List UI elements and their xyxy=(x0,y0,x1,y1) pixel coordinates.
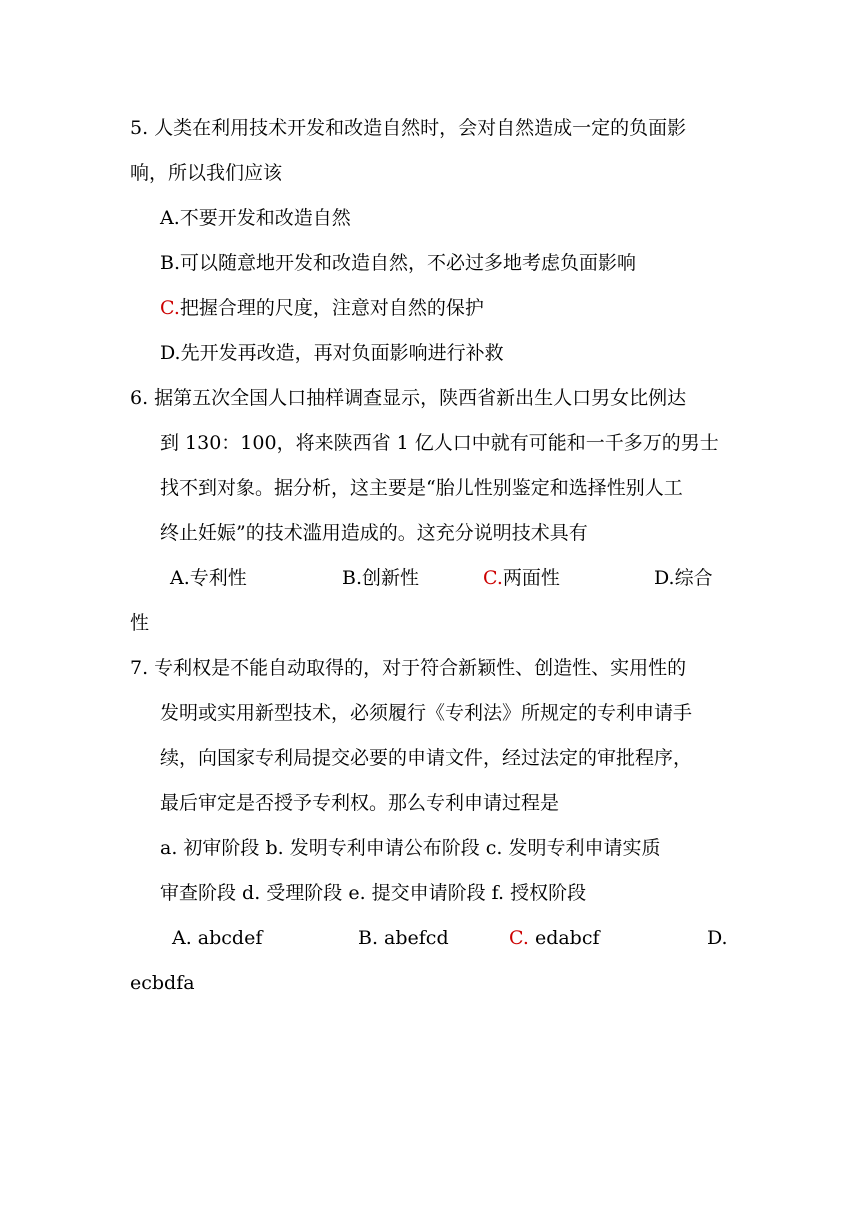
q5-option-a: A.不要开发和改造自然 xyxy=(160,207,351,229)
q7-option-c-letter: C. xyxy=(509,927,529,949)
q7-option-b: B. abefcd xyxy=(358,927,449,949)
q6-option-c-letter: C. xyxy=(483,567,503,589)
q7-option-d: D. xyxy=(707,927,728,949)
q7-option-c-text: edabcf xyxy=(528,927,600,949)
q5-option-c xyxy=(160,296,484,320)
q6-stem-line-2: 到 130：100，将来陕西省 1 亿人口中就有可能和一千多万的男士 xyxy=(160,432,719,454)
q7-stem-line-1: 7. 专利权是不能自动取得的，对于符合新颖性、创造性、实用性的 xyxy=(130,657,687,679)
q6-option-d-wrap: 性 xyxy=(130,612,150,634)
q5-stem-line-2: 响，所以我们应该 xyxy=(130,162,283,184)
q7-stem-line-3: 续，向国家专利局提交必要的申请文件，经过法定的审批程序， xyxy=(160,747,693,769)
q5-option-b: B.可以随意地开发和改造自然，不必过多地考虑负面影响 xyxy=(160,252,637,274)
q7-options-row xyxy=(0,926,860,950)
q7-option-c xyxy=(509,926,600,950)
q6-option-a: A.专利性 xyxy=(170,567,247,589)
q7-stages-line-2: 审查阶段 d. 受理阶段 e. 提交申请阶段 f. 授权阶段 xyxy=(160,882,587,904)
q7-stages-line-1: a. 初审阶段 b. 发明专利申请公布阶段 c. 发明专利申请实质 xyxy=(160,837,661,859)
q7-stem-line-2: 发明或实用新型技术，必须履行《专利法》所规定的专利申请手 xyxy=(160,702,693,724)
q6-option-b: B.创新性 xyxy=(342,567,420,589)
q6-option-d: D.综合 xyxy=(654,567,713,589)
q6-stem-line-3: 找不到对象。据分析，这主要是“胎儿性别鉴定和选择性别人工 xyxy=(160,477,683,499)
q5-option-c-letter: C. xyxy=(160,297,180,319)
q5-stem-line-1: 5. 人类在利用技术开发和改造自然时，会对自然造成一定的负面影 xyxy=(130,117,687,139)
q7-stem-line-4: 最后审定是否授予专利权。那么专利申请过程是 xyxy=(160,792,560,814)
q6-option-c-text: 两面性 xyxy=(502,567,560,589)
q7-option-a: A. abcdef xyxy=(172,927,263,949)
q5-option-c-text: 把握合理的尺度，注意对自然的保护 xyxy=(179,297,484,319)
q6-stem-line-1: 6. 据第五次全国人口抽样调查显示，陕西省新出生人口男女比例达 xyxy=(130,387,687,409)
q6-option-c xyxy=(483,566,560,590)
q6-options-row xyxy=(0,566,860,590)
q6-stem-line-4: 终止妊娠”的技术滥用造成的。这充分说明技术具有 xyxy=(160,522,588,544)
q7-option-d-wrap: ecbdfa xyxy=(130,972,195,994)
q5-option-d: D.先开发再改造，再对负面影响进行补救 xyxy=(160,342,504,364)
